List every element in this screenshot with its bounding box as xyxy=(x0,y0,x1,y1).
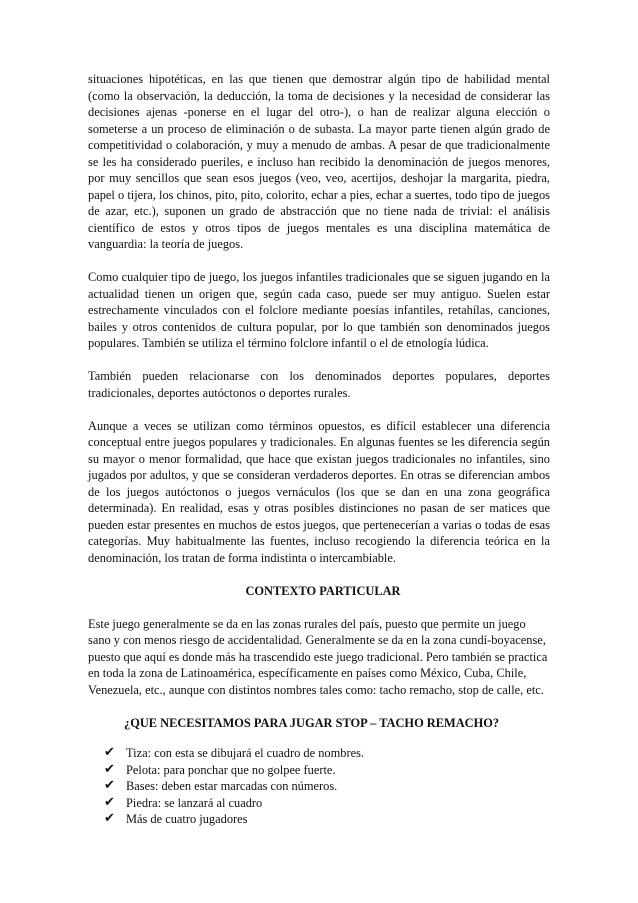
paragraph-popular-sports: También pueden relacionarse con los denominados deportes populares, deportes tradicionales, deportes autóctonos o deportes rurales. xyxy=(88,369,550,400)
list-item-text: Piedra: se lanzará al cuadro xyxy=(126,795,263,810)
list-item xyxy=(104,745,550,762)
check-icon: ✔ xyxy=(104,778,115,793)
paragraph-context: Este juego generalmente se da en las zonas rurales del país, puesto que permite un juego sano y con menos riesgo de accidentalidad. Generalmente se da en la zona cundí-boyacense, puesto que aquí es donde más ha trascendido este juego tradicional. Pero también se practica en toda la zona de Latinoamérica, específicamente en países como México, Cuba, Chile, Venezuela, etc., aunque con distintos nombres tales como: tacho remacho, stop de calle, etc. xyxy=(88,616,548,697)
list-item xyxy=(104,795,550,812)
list-item xyxy=(104,811,550,828)
check-icon: ✔ xyxy=(104,794,115,810)
paragraph-traditional-games-origin: Como cualquier tipo de juego, los juegos infantiles tradicionales que se siguen jugando en la actualidad tienen un origen que, según cada caso, puede ser muy antiguo. Suelen estar estrechamente vinculados con el folclore mediante poesías infantiles, retahílas, canciones, bailes y otros contenidos de cultura popular, por lo que también son denominados juegos populares. También se utiliza el término folclore infantil o el de etnología lúdica. xyxy=(88,270,550,350)
paragraph-mental-games: situaciones hipotéticas, en las que tienen que demostrar algún tipo de habilidad mental (como la observación, la deducción, la toma de decisiones y la necesidad de considerar las decisiones ajenas -ponerse en el lugar del otro-), o han de realizar alguna elección o someterse a un proceso de eliminación o de subasta. La mayor parte tienen algún grado de competitividad o colaboración, y muy a menudo de ambas. A pesar de que tradicionalmente se les ha considerado pueriles, e incluso han recibido la denominación de juegos menores, por muy sencillos que sean esos juegos (veo, veo, acertijos, deshojar la margarita, piedra, papel o tijera, los chinos, pito, pito, colorito, echar a pies, echar a suertes, todo tipo de juegos de azar, etc.), suponen un grado de abstracción que no tiene nada de trivial: el análisis científico de estos y otros tipos de juegos mentales es una disciplina matemática de vanguardia: la teoría de juegos. xyxy=(88,72,550,251)
section-heading-context: CONTEXTO PARTICULAR xyxy=(245,583,401,598)
list-item-text: Bases: deben estar marcadas con números. xyxy=(126,779,338,793)
document-body xyxy=(88,71,550,828)
needs-checklist xyxy=(88,745,550,828)
list-item xyxy=(104,762,550,779)
list-item-text: Más de cuatro jugadores xyxy=(126,812,248,826)
list-item-text: Tiza: con esta se dibujará el cuadro de nombres. xyxy=(126,746,364,760)
list-item-text: Pelota: para ponchar que no golpee fuerte. xyxy=(126,762,336,777)
section-heading-needs: ¿QUE NECESITAMOS PARA JUGAR STOP – TACHO REMACHO? xyxy=(124,715,500,730)
check-icon: ✔ xyxy=(104,745,115,760)
paragraph-conceptual-difference: Aunque a veces se utilizan como términos opuestos, es difícil establecer una diferencia conceptual entre juegos populares y tradicionales. En algunas fuentes se les diferencia según su mayor o menor formalidad, que hace que existan juegos tradicionales no infantiles, sino jugados por adultos, y que se consideran verdaderos deportes. En otras se diferencian ambos de los juegos autóctonos o juegos vernáculos (los que se dan en una zona geográfica determinada). En realidad, esas y otras posibles distinciones no pasan de ser matices que pueden estar presentes en muchos de estos juegos, que pertenecerían a varias o todas de esas categorías. Muy habitualmente las fuentes, incluso recogiendo la diferencia teórica en la denominación, los tratan de forma indistinta o intercambiable. xyxy=(88,418,550,565)
list-item xyxy=(104,778,550,795)
check-icon: ✔ xyxy=(104,761,115,777)
check-icon: ✔ xyxy=(104,811,115,826)
